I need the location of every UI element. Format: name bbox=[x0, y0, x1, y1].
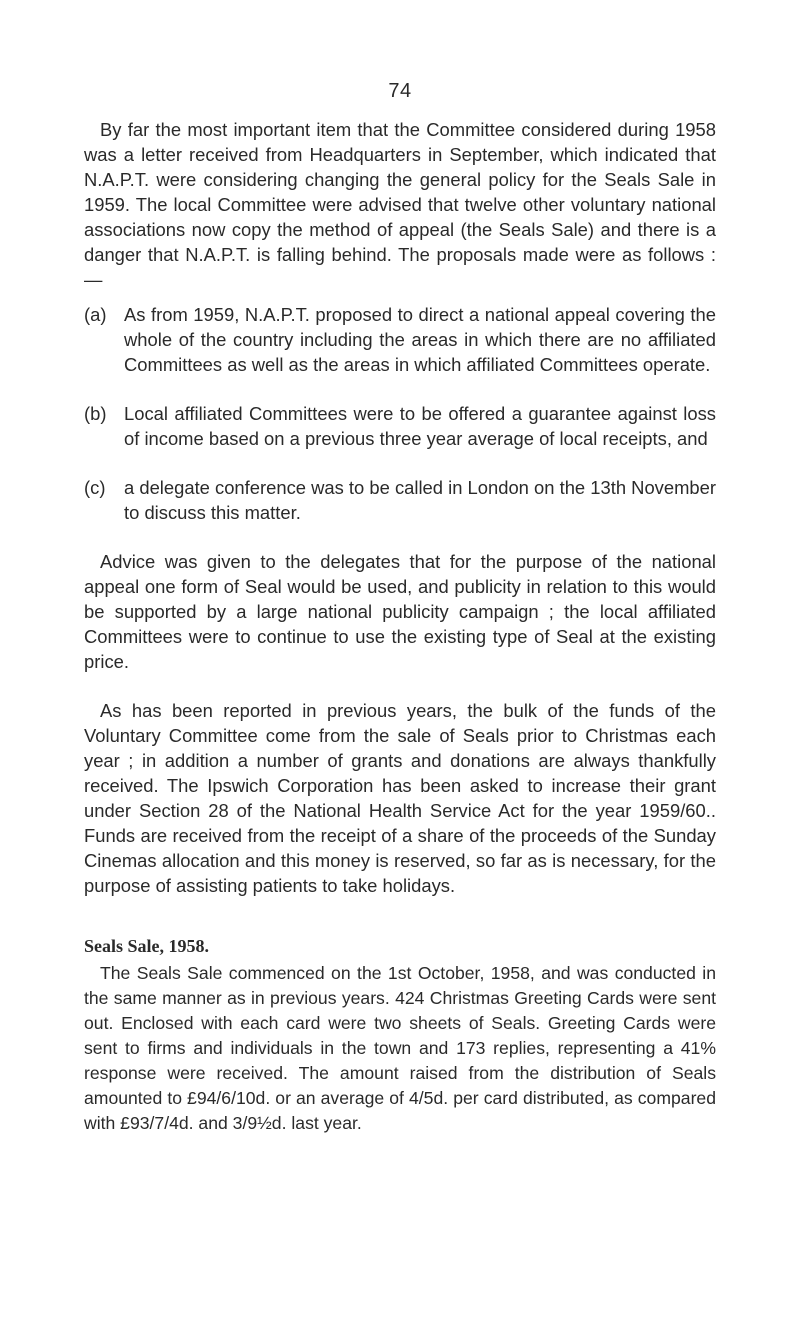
page-number: 74 bbox=[388, 80, 412, 102]
seals-sale-heading: Seals Sale, 1958. bbox=[84, 936, 210, 956]
funds-paragraph: As has been reported in previous years, the bulk of the funds of the Voluntary Committee come from the sale of Seals prior to Christmas each year ; in addition a number of grants and donations are always thankfully received. The Ipswich Corporation has been asked to increase their grant under Section 28 of the National Health Service Act for the year 1959/60.. Funds are received from the receipt of a share of the proceeds of the Sunday Cinemas allocation and this money is reserved, so far as is necessary, for the purpose of assisting patients to take holidays. bbox=[84, 700, 716, 896]
proposal-item-a bbox=[84, 302, 716, 377]
proposal-text: Local affiliated Committees were to be offered a guarantee against loss of income based on a previous three year average of local receipts, and bbox=[124, 403, 716, 449]
seals-sale-paragraph: The Seals Sale commenced on the 1st October, 1958, and was conducted in the same manner as in previous years. 424 Christmas Greeting Cards were sent out. Enclosed with each card were two sheets of Seals. Greeting Cards were sent to firms and individuals in the town and 173 replies, representing a 41% response were received. The amount raised from the distribution of Seals amounted to £94/6/10d. or an average of 4/5d. per card distributed, as compared with £93/7/4d. and 3/9½d. last year. bbox=[84, 963, 716, 1133]
advice-paragraph: Advice was given to the delegates that for the purpose of the national appeal one form of Seal would be used, and publicity in relation to this would be supported by a large national publicity campaign ; the local affiliated Committees were to continue to use the existing type of Seal at the existing price. bbox=[84, 551, 716, 672]
proposal-marker: (c) bbox=[84, 477, 106, 498]
proposal-item-c bbox=[84, 475, 716, 525]
proposal-text: a delegate conference was to be called in London on the 13th November to discuss this matter. bbox=[124, 477, 716, 523]
proposal-item-b bbox=[84, 401, 716, 451]
page-content bbox=[84, 117, 716, 1136]
intro-paragraph: By far the most important item that the Committee considered during 1958 was a letter received from Headquarters in September, which indicated that N.A.P.T. were considering changing the general policy for the Seals Sale in 1959. The local Committee were advised that twelve other voluntary national associations now copy the method of appeal (the Seals Sale) and there is a danger that N.A.P.T. is falling behind. The proposals made were as follows :— bbox=[84, 119, 716, 290]
proposal-marker: (b) bbox=[84, 403, 107, 424]
proposal-marker: (a) bbox=[84, 304, 107, 325]
proposal-text: As from 1959, N.A.P.T. proposed to direct a national appeal covering the whole of the country including the areas in which there are no affiliated Committees as well as the areas in which affiliated Committees operate. bbox=[124, 304, 716, 375]
